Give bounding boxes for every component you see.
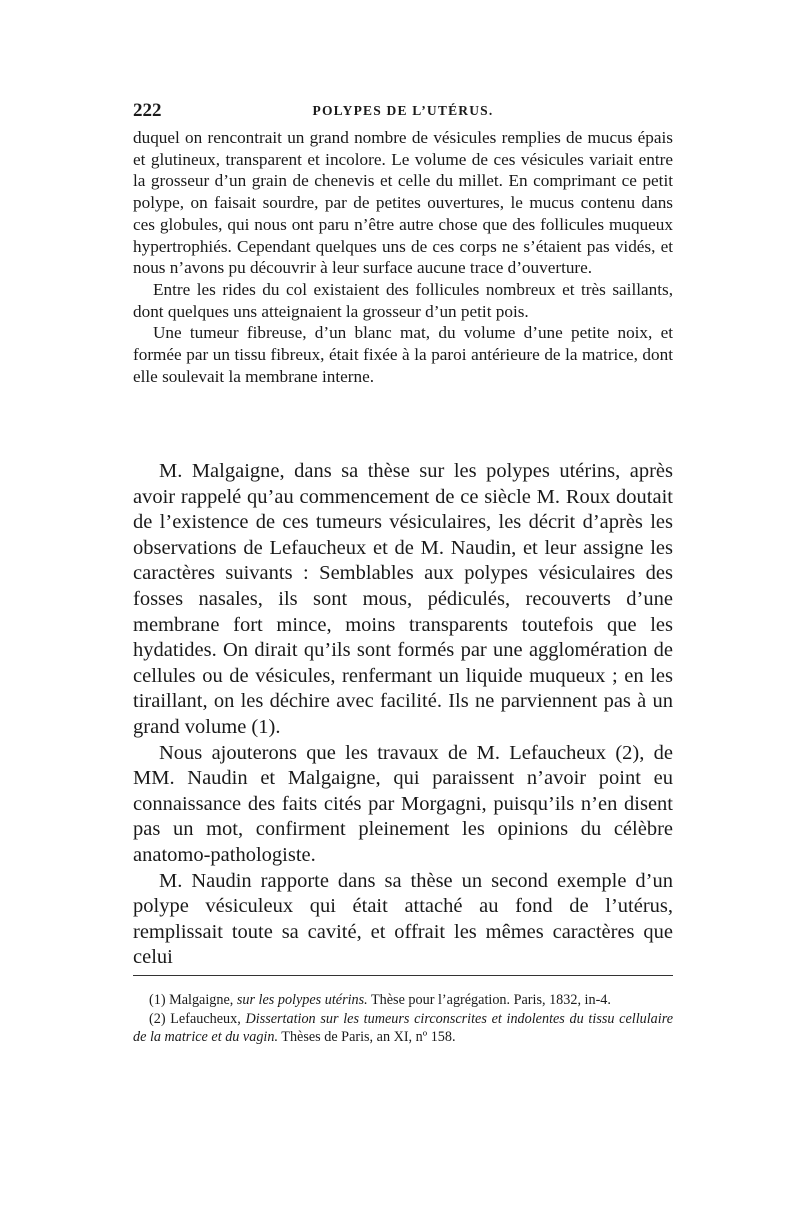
footnote-details: Thèses de Paris, an XI, nº 158. xyxy=(281,1029,456,1045)
page-number: 222 xyxy=(133,100,162,121)
paragraph: Nous ajouterons que les travaux de M. Lefaucheux (2), de MM. Naudin et Malgaigne, qui paraissent n’avoir point eu connaissance des faits cités par Morgagni, puisqu’ils n’en disent pas un mot, confirment pleinement les opinions du célèbre anatomo-pathologiste. xyxy=(133,741,673,866)
footnote-author: Lefaucheux, xyxy=(170,1010,241,1027)
main-text xyxy=(133,459,673,971)
footnote-details: Thèse pour l’agrégation. Paris, 1832, in-4. xyxy=(371,992,611,1008)
footnote-1 xyxy=(133,991,673,1010)
paragraph: M. Malgaigne, dans sa thèse sur les polypes utérins, après avoir rappelé qu’au commencement de ce siècle M. Roux doutait de l’existence de ces tumeurs vésiculaires, les décrit d’après les observations de Lefaucheux et de M. Naudin, et leur assigne les caractères suivants : Semblables aux polypes vésiculaires des fosses nasales, ils sont mous, pédiculés, recouverts d’une membrane fort mince, moins transparents toutefois que les hydatides. On dirait qu’ils sont formés par une agglomération de cellules ou de vésicules, renfermant un liquide muqueux ; en les tiraillant, on les déchire avec facilité. Ils ne parviennent pas à un grand volume (1). xyxy=(133,460,673,738)
footnote-2 xyxy=(133,1010,673,1047)
small-print-text xyxy=(133,127,673,387)
footnote-marker: (1) xyxy=(149,992,166,1008)
footnote-author: Malgaigne, xyxy=(169,992,234,1008)
paragraph: Une tumeur fibreuse, d’un blanc mat, du volume d’une petite noix, et formée par un tissu fibreux, était fixée à la paroi antérieure de la matrice, dont elle soulevait la membrane interne. xyxy=(133,323,673,386)
footnote-marker: (2) xyxy=(149,1010,166,1027)
paragraph: duquel on rencontrait un grand nombre de vésicules remplies de mucus épais et glutineux, transparent et incolore. Le volume de ces vésicules variait entre la grosseur d’un grain de chenevis et celle du millet. En comprimant ce petit polype, on faisait sourdre, par de petites ouvertures, le mucus contenu dans ces globules, qui nous ont paru n’être autre chose que des follicules muqueux hypertrophiés. Cependant quelques uns de ces corps ne s’étaient pas vidés, et nous n’avons pu découvrir à leur surface aucune trace d’ouverture. xyxy=(133,128,673,278)
paragraph: M. Naudin rapporte dans sa thèse un second exemple d’un polype vésiculeux qui était attaché au fond de l’utérus, remplissait toute sa cavité, et offrait les mêmes caractères que celui xyxy=(133,869,673,969)
footnote-work-title: sur les polypes utérins. xyxy=(236,992,368,1008)
footnotes xyxy=(133,991,673,1047)
footnote-work-title: Dissertation sur les tumeurs circonscrites et indolentes du tissu cellulaire de la matrice et du vagin. xyxy=(133,1010,674,1045)
running-head: POLYPES DE L’UTÉRUS. xyxy=(312,103,494,118)
footnote-rule xyxy=(133,975,673,976)
paragraph: Entre les rides du col existaient des follicules nombreux et très saillants, dont quelques uns atteignaient la grosseur d’un petit pois. xyxy=(133,279,673,321)
page-header xyxy=(133,100,673,124)
